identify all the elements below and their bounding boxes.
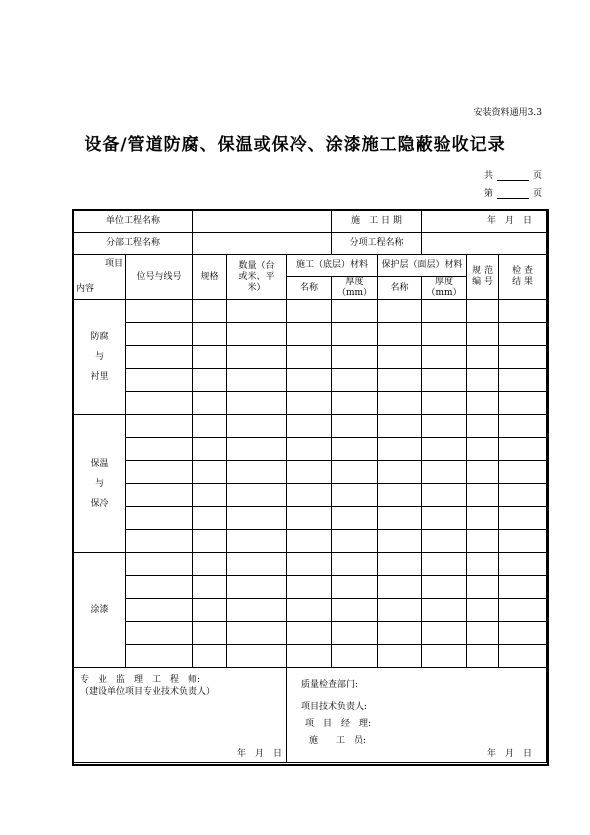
table-cell[interactable] — [467, 507, 499, 530]
table-cell[interactable] — [422, 622, 467, 645]
table-cell[interactable] — [193, 645, 227, 668]
table-cell[interactable] — [467, 323, 499, 346]
table-cell[interactable] — [193, 392, 227, 415]
table-cell[interactable] — [287, 622, 332, 645]
table-cell[interactable] — [499, 599, 547, 622]
table-cell[interactable] — [126, 599, 193, 622]
table-cell[interactable] — [422, 415, 467, 438]
table-cell[interactable] — [378, 300, 422, 323]
table-cell[interactable] — [287, 415, 332, 438]
table-cell[interactable] — [126, 530, 193, 553]
table-cell[interactable] — [193, 530, 227, 553]
table-cell[interactable] — [332, 484, 378, 507]
table-cell[interactable] — [467, 415, 499, 438]
table-cell[interactable] — [332, 530, 378, 553]
table-cell[interactable] — [287, 530, 332, 553]
table-cell[interactable] — [227, 645, 287, 668]
section-painting: 涂漆 — [74, 553, 126, 668]
table-cell[interactable] — [467, 622, 499, 645]
table-cell[interactable] — [287, 484, 332, 507]
table-cell[interactable] — [422, 346, 467, 369]
table-cell[interactable] — [287, 346, 332, 369]
table-cell[interactable] — [287, 645, 332, 668]
table-cell[interactable] — [227, 438, 287, 461]
table-cell[interactable] — [467, 461, 499, 484]
table-cell[interactable] — [378, 392, 422, 415]
table-cell[interactable] — [332, 461, 378, 484]
table-cell[interactable] — [287, 438, 332, 461]
table-cell[interactable] — [499, 392, 547, 415]
table-cell[interactable] — [422, 461, 467, 484]
position-line-header: 位号与线号 — [126, 255, 193, 300]
table-cell[interactable] — [499, 576, 547, 599]
base-thickness-header: 厚度 （mm） — [332, 277, 378, 300]
table-cell[interactable] — [422, 438, 467, 461]
table-cell[interactable] — [499, 507, 547, 530]
table-cell[interactable] — [422, 392, 467, 415]
table-cell[interactable] — [193, 438, 227, 461]
protect-thickness-header: 厚度 （mm） — [422, 277, 467, 300]
page-title: 设备/管道防腐、保温或保冷、涂漆施工隐蔽验收记录 — [84, 135, 506, 155]
table-cell[interactable] — [499, 415, 547, 438]
table-cell[interactable] — [332, 346, 378, 369]
table-cell[interactable] — [193, 576, 227, 599]
table-cell[interactable] — [467, 484, 499, 507]
table-cell[interactable] — [467, 553, 499, 576]
table-cell[interactable] — [332, 599, 378, 622]
table-cell[interactable] — [467, 576, 499, 599]
table-cell[interactable] — [499, 438, 547, 461]
table-cell[interactable] — [467, 645, 499, 668]
table-cell[interactable] — [422, 530, 467, 553]
table-cell[interactable] — [227, 530, 287, 553]
table-cell[interactable] — [126, 622, 193, 645]
construction-date-field[interactable]: 年 月 日 — [422, 211, 547, 233]
unit-project-field[interactable] — [193, 211, 332, 233]
table-cell[interactable] — [332, 553, 378, 576]
table-cell[interactable] — [126, 438, 193, 461]
table-cell[interactable] — [378, 484, 422, 507]
table-cell[interactable] — [378, 553, 422, 576]
table-cell[interactable] — [126, 323, 193, 346]
table-cell[interactable] — [227, 300, 287, 323]
table-cell[interactable] — [499, 622, 547, 645]
table-cell[interactable] — [227, 507, 287, 530]
table-cell[interactable] — [126, 300, 193, 323]
total-pages: 共 页 — [483, 171, 542, 181]
construction-date-label: 施 工 日 期 — [332, 211, 422, 233]
table-cell[interactable] — [287, 553, 332, 576]
table-cell[interactable] — [332, 300, 378, 323]
table-cell[interactable] — [378, 415, 422, 438]
unit-project-label: 单位工程名称 — [74, 211, 193, 233]
item-project-field[interactable] — [422, 233, 547, 255]
table-cell[interactable] — [227, 346, 287, 369]
table-cell[interactable] — [499, 530, 547, 553]
table-cell[interactable] — [287, 323, 332, 346]
table-cell[interactable] — [193, 369, 227, 392]
table-cell[interactable] — [499, 553, 547, 576]
table-cell[interactable] — [126, 461, 193, 484]
table-cell[interactable] — [227, 323, 287, 346]
page-number: 第 页 — [483, 189, 542, 199]
table-cell[interactable] — [499, 461, 547, 484]
table-cell[interactable] — [193, 553, 227, 576]
spec-header: 规格 — [193, 255, 227, 300]
table-cell[interactable] — [378, 645, 422, 668]
table-cell[interactable] — [126, 553, 193, 576]
table-cell[interactable] — [287, 576, 332, 599]
table-cell[interactable] — [227, 392, 287, 415]
table-cell[interactable] — [499, 323, 547, 346]
sub-project-label: 分部工程名称 — [74, 233, 193, 255]
section-insulation: 保温 与 保冷 — [74, 415, 126, 553]
table-cell[interactable] — [378, 438, 422, 461]
table-cell[interactable] — [422, 323, 467, 346]
table-cell[interactable] — [193, 484, 227, 507]
table-cell[interactable] — [378, 622, 422, 645]
contractor-signature[interactable]: 质量检查部门: 项目技术负责人: 项 目 经 理: 施 工 员: 年 月 日 — [287, 668, 547, 763]
table-cell[interactable] — [378, 507, 422, 530]
table-cell[interactable] — [287, 300, 332, 323]
table-cell[interactable] — [287, 461, 332, 484]
table-cell[interactable] — [126, 346, 193, 369]
inspection-table — [73, 210, 547, 763]
base-name-header: 名称 — [287, 277, 332, 300]
table-cell[interactable] — [332, 369, 378, 392]
table-cell[interactable] — [467, 300, 499, 323]
table-cell[interactable] — [422, 369, 467, 392]
table-cell[interactable] — [499, 369, 547, 392]
table-cell[interactable] — [227, 461, 287, 484]
table-cell[interactable] — [193, 323, 227, 346]
quantity-header: 数量（台 或米、平 米） — [227, 255, 287, 300]
table-cell[interactable] — [193, 507, 227, 530]
item-content-header: 项目 内容 — [74, 255, 126, 300]
table-cell[interactable] — [467, 438, 499, 461]
table-cell[interactable] — [332, 622, 378, 645]
protect-name-header: 名称 — [378, 277, 422, 300]
table-cell[interactable] — [332, 645, 378, 668]
item-project-label: 分项工程名称 — [332, 233, 422, 255]
table-cell[interactable] — [378, 461, 422, 484]
table-cell[interactable] — [378, 599, 422, 622]
table-cell[interactable] — [422, 553, 467, 576]
table-cell[interactable] — [126, 415, 193, 438]
table-cell[interactable] — [227, 599, 287, 622]
table-cell[interactable] — [332, 507, 378, 530]
table-cell[interactable] — [332, 438, 378, 461]
table-cell[interactable] — [287, 392, 332, 415]
table-cell[interactable] — [126, 645, 193, 668]
table-cell[interactable] — [378, 530, 422, 553]
table-cell[interactable] — [227, 622, 287, 645]
supervisor-signature[interactable]: 专 业 监 理 工 程 师: （建设单位项目专业技术负责人） 年 月 日 — [74, 668, 287, 763]
table-cell[interactable] — [227, 484, 287, 507]
table-cell[interactable] — [193, 415, 227, 438]
table-cell[interactable] — [378, 576, 422, 599]
table-cell[interactable] — [126, 392, 193, 415]
table-cell[interactable] — [422, 645, 467, 668]
table-cell[interactable] — [126, 369, 193, 392]
table-cell[interactable] — [467, 599, 499, 622]
table-cell[interactable] — [287, 599, 332, 622]
result-header: 检 查 结 果 — [499, 255, 547, 300]
table-cell[interactable] — [499, 645, 547, 668]
table-cell[interactable] — [193, 346, 227, 369]
table-cell[interactable] — [467, 530, 499, 553]
table-cell[interactable] — [422, 599, 467, 622]
protect-material-header: 保护层（面层）材料 — [378, 255, 467, 277]
table-cell[interactable] — [499, 346, 547, 369]
table-cell[interactable] — [193, 300, 227, 323]
table-cell[interactable] — [332, 392, 378, 415]
form-code: 安装资料通用3.3 — [473, 108, 542, 118]
table-cell[interactable] — [332, 415, 378, 438]
table-cell[interactable] — [332, 323, 378, 346]
table-cell[interactable] — [499, 484, 547, 507]
table-cell[interactable] — [193, 599, 227, 622]
table-cell[interactable] — [227, 415, 287, 438]
table-cell[interactable] — [467, 392, 499, 415]
table-cell[interactable] — [227, 369, 287, 392]
table-cell[interactable] — [332, 576, 378, 599]
table-cell[interactable] — [499, 300, 547, 323]
table-cell[interactable] — [467, 346, 499, 369]
table-cell[interactable] — [193, 622, 227, 645]
table-cell[interactable] — [378, 346, 422, 369]
table-cell[interactable] — [422, 576, 467, 599]
table-cell[interactable] — [227, 553, 287, 576]
table-cell[interactable] — [126, 507, 193, 530]
table-cell[interactable] — [378, 323, 422, 346]
base-material-header: 施工（底层）材料 — [287, 255, 378, 277]
table-cell[interactable] — [287, 507, 332, 530]
sub-project-field[interactable] — [193, 233, 332, 255]
table-cell[interactable] — [378, 369, 422, 392]
table-cell[interactable] — [227, 576, 287, 599]
table-cell[interactable] — [422, 507, 467, 530]
table-cell[interactable] — [422, 484, 467, 507]
table-cell[interactable] — [126, 484, 193, 507]
table-cell[interactable] — [467, 369, 499, 392]
table-cell[interactable] — [287, 369, 332, 392]
table-cell[interactable] — [126, 576, 193, 599]
standard-header: 规 范 编 号 — [467, 255, 499, 300]
section-anticorrosion: 防腐 与 衬里 — [74, 300, 126, 415]
table-cell[interactable] — [193, 461, 227, 484]
table-cell[interactable] — [422, 300, 467, 323]
